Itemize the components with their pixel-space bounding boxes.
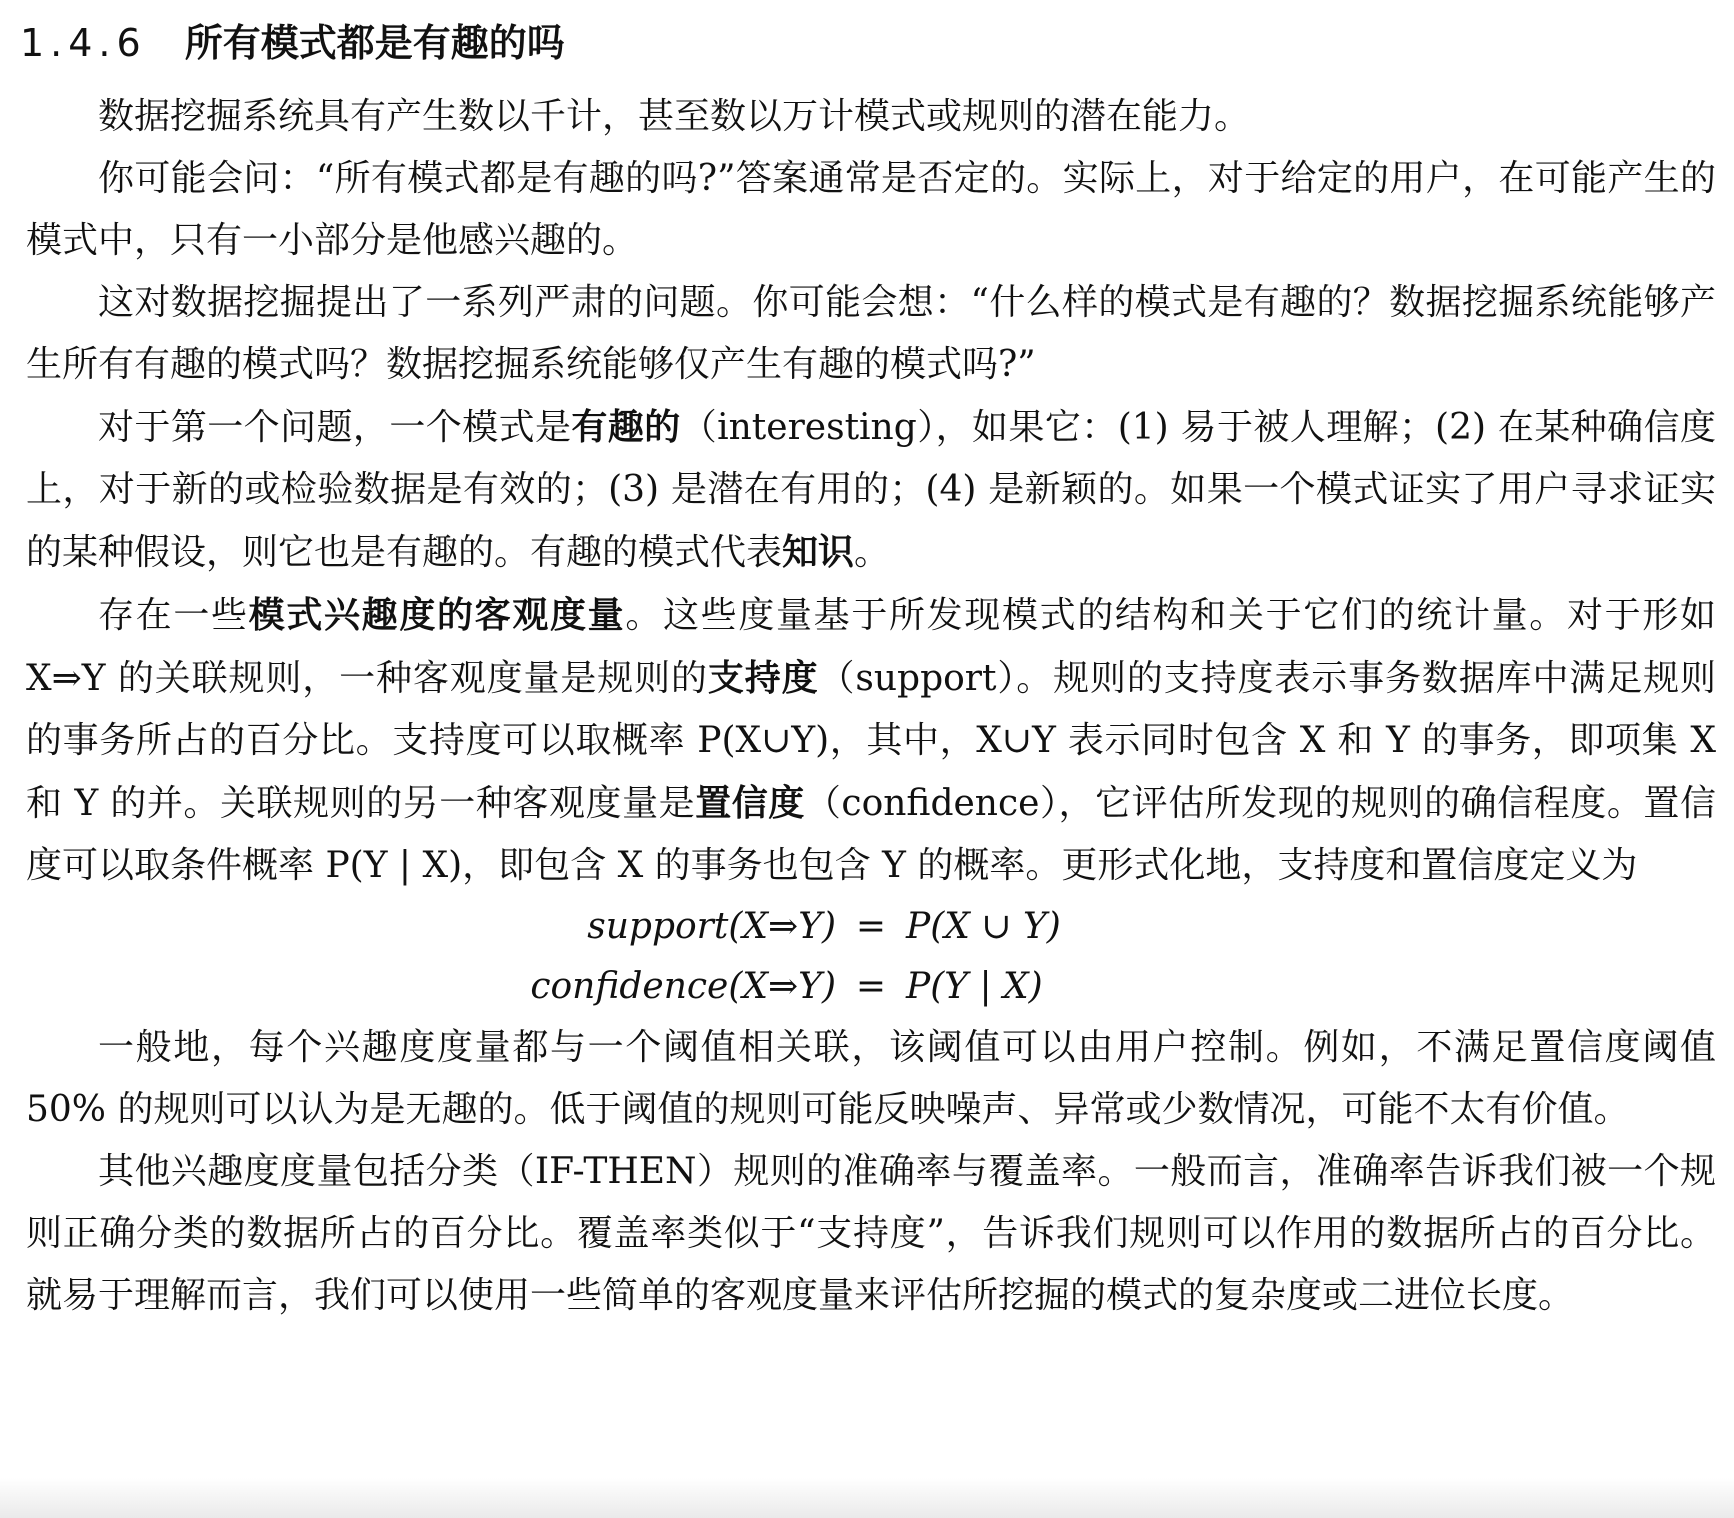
paragraph-2: 你可能会问：“所有模式都是有趣的吗?”答案通常是否定的。实际上，对于给定的用户，在可能产生的模式中，只有一小部分是他感兴趣的。 bbox=[26, 158, 1716, 261]
term-confidence: 置信度 bbox=[695, 782, 805, 824]
paragraph-5-text-g: （confidence），它评估所发现的规则的确信程度。置信度可以取条件概率 P(Y | X)，即包含 X 的事务也包含 Y 的概率。更形式化地，支持度和置信度定义为 bbox=[26, 783, 1716, 886]
term-support: 支持度 bbox=[707, 657, 819, 699]
paragraph-4-text-a: 对于第一个问题，一个模式是 bbox=[98, 407, 572, 448]
paragraph-5 bbox=[26, 584, 1716, 897]
paragraph-5-text-c: 。这些度量基于所发现模式的结构和关于它们的统计量。对于形如 X⇒Y 的关联规则，一种客观度量是规则的 bbox=[26, 595, 1716, 699]
paragraph-4-text-c: （interesting），如果它：(1) 易于被人理解；(2) 在某种确信度上，对于新的或检验数据是有效的；(3) 是潜在有用的；(4) 是新颖的。如果一个模式证实了用户寻求证实的某种假设，则它也是有趣的。有趣的模式代表 bbox=[26, 407, 1716, 573]
term-objective-measure: 模式兴趣度的客观度量 bbox=[248, 594, 626, 636]
section-heading bbox=[20, 12, 565, 64]
paragraph-7: 其他兴趣度度量包括分类（IF-THEN）规则的准确率与覆盖率。一般而言，准确率告诉我们被一个规则正确分类的数据所占的百分比。覆盖率类似于“支持度”，告诉我们规则可以作用的数据所占的百分比。就易于理解而言，我们可以使用一些简单的客观度量来评估所挖掘的模式的复杂度或二进位长度。 bbox=[26, 1151, 1716, 1316]
support-formula-lhs: support(X⇒Y) bbox=[587, 906, 836, 947]
term-interesting: 有趣的 bbox=[571, 406, 681, 448]
term-knowledge: 知识 bbox=[782, 531, 855, 573]
paragraph-5-text-e: （support）。规则的支持度表示事务数据库中满足规则的事务所占的百分比。支持度可以取概率 P(X∪Y)，其中，X∪Y 表示同时包含 X 和 Y 的事务，即项集 X 和 Y 的并。关联规则的另一种客观度量是 bbox=[26, 658, 1716, 824]
section-title: 所有模式都是有趣的吗 bbox=[184, 21, 565, 65]
support-formula-equals: = bbox=[855, 906, 887, 947]
support-formula bbox=[26, 897, 1716, 957]
paragraph-1: 数据挖掘系统具有产生数以千计，甚至数以万计模式或规则的潜在能力。 bbox=[98, 96, 1251, 137]
support-formula-rhs: P(X ∪ Y) bbox=[906, 906, 1061, 947]
paragraph-3: 这对数据挖掘提出了一系列严肃的问题。你可能会想：“什么样的模式是有趣的？数据挖掘系统能够产生所有有趣的模式吗？数据挖掘系统能够仅产生有趣的模式吗?” bbox=[26, 282, 1716, 385]
confidence-formula-lhs: confidence(X⇒Y) bbox=[530, 966, 836, 1007]
paragraph-4 bbox=[26, 396, 1716, 584]
formula-block bbox=[26, 897, 1716, 1017]
paragraph-4-text-e: 。 bbox=[854, 532, 891, 573]
confidence-formula bbox=[26, 957, 1716, 1017]
paragraph-6: 一般地，每个兴趣度度量都与一个阈值相关联，该阈值可以由用户控制。例如，不满足置信度阈值 50% 的规则可以认为是无趣的。低于阈值的规则可能反映噪声、异常或少数情况，可能不太有价值。 bbox=[26, 1027, 1716, 1130]
confidence-formula-rhs: P(Y | X) bbox=[906, 966, 1043, 1007]
section-body bbox=[26, 86, 1716, 1327]
paragraph-5-text-a: 存在一些 bbox=[98, 595, 249, 636]
confidence-formula-equals: = bbox=[855, 966, 887, 1007]
page-bottom-shadow bbox=[0, 1478, 1734, 1518]
section-number: 1.4.6 bbox=[20, 21, 147, 65]
